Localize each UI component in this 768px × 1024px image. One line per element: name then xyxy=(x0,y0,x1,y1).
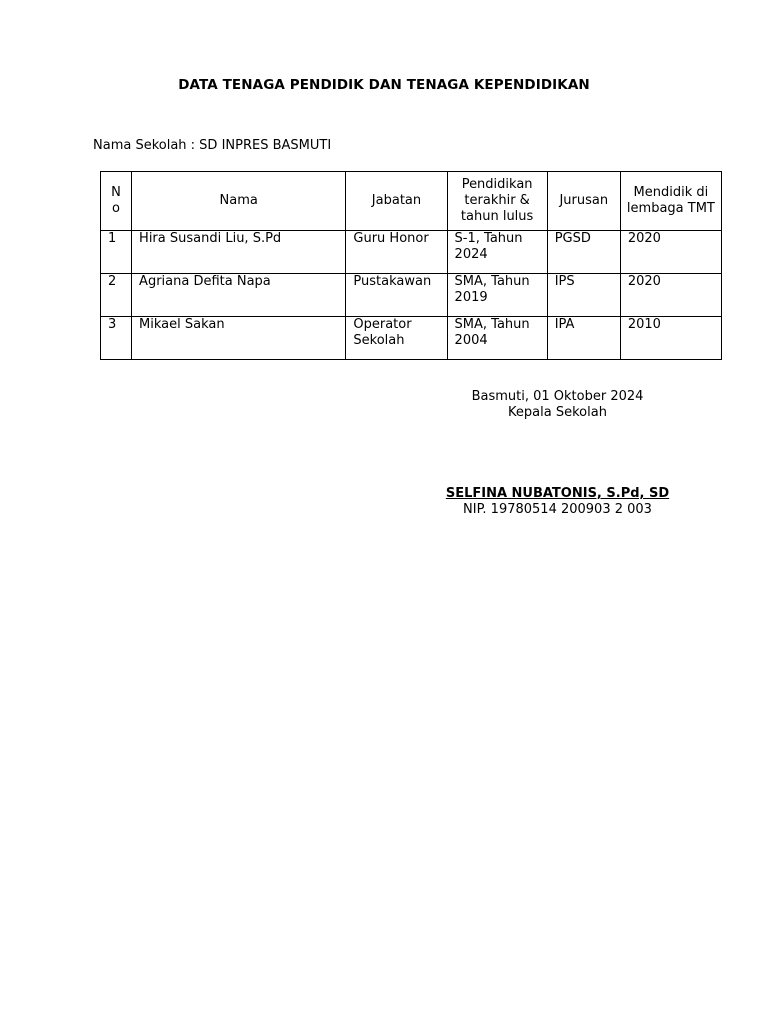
signature-footer xyxy=(440,486,675,518)
cell-jabatan: Pustakawan xyxy=(346,274,447,317)
table-header-row xyxy=(101,172,722,231)
cell-tmt: 2010 xyxy=(620,317,721,360)
signer-nip: NIP. 19780514 200903 2 003 xyxy=(463,502,652,517)
cell-tmt: 2020 xyxy=(620,274,721,317)
header-pendidikan: Pendidikan terakhir & tahun lulus xyxy=(447,172,547,231)
header-jurusan: Jurusan xyxy=(547,172,620,231)
cell-nama: Mikael Sakan xyxy=(132,317,346,360)
table-row xyxy=(101,317,722,360)
header-nama: Nama xyxy=(132,172,346,231)
cell-no: 2 xyxy=(101,274,132,317)
cell-pendidikan: SMA, Tahun 2004 xyxy=(447,317,547,360)
cell-jurusan: IPS xyxy=(547,274,620,317)
header-jabatan: Jabatan xyxy=(346,172,447,231)
table-row xyxy=(101,231,722,274)
signer-name: SELFINA NUBATONIS, S.Pd, SD xyxy=(445,486,670,501)
signer-role: Kepala Sekolah xyxy=(508,405,607,420)
cell-no: 3 xyxy=(101,317,132,360)
table-row xyxy=(101,274,722,317)
page-title: DATA TENAGA PENDIDIK DAN TENAGA KEPENDIDIKAN xyxy=(178,77,590,93)
cell-nama: Agriana Defita Napa xyxy=(132,274,346,317)
cell-jabatan: Operator Sekolah xyxy=(346,317,447,360)
place-date: Basmuti, 01 Oktober 2024 xyxy=(471,389,644,404)
cell-nama: Hira Susandi Liu, S.Pd xyxy=(132,231,346,274)
school-name-line: Nama Sekolah : SD INPRES BASMUTI xyxy=(93,138,332,153)
cell-jurusan: IPA xyxy=(547,317,620,360)
cell-tmt: 2020 xyxy=(620,231,721,274)
cell-no: 1 xyxy=(101,231,132,274)
cell-pendidikan: SMA, Tahun 2019 xyxy=(447,274,547,317)
header-tmt: Mendidik di lembaga TMT xyxy=(620,172,721,231)
signature-header xyxy=(440,389,675,421)
cell-jurusan: PGSD xyxy=(547,231,620,274)
header-no: No xyxy=(101,172,132,231)
cell-jabatan: Guru Honor xyxy=(346,231,447,274)
cell-pendidikan: S-1, Tahun 2024 xyxy=(447,231,547,274)
staff-table xyxy=(100,171,722,360)
